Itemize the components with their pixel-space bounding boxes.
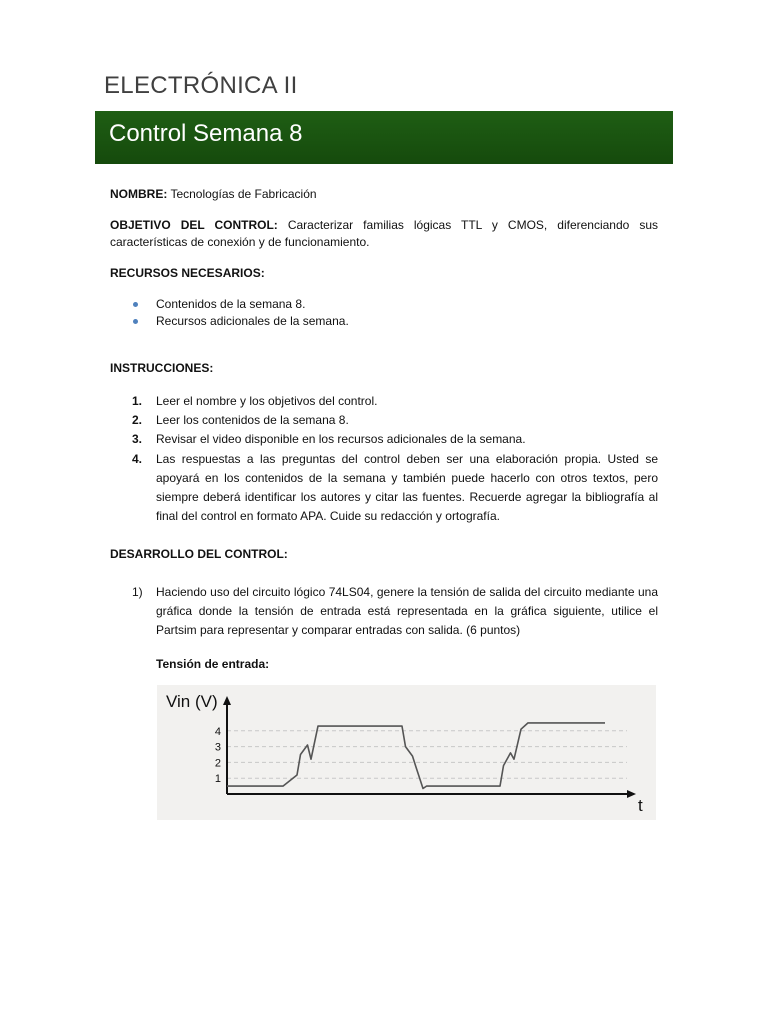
question-number: 1) xyxy=(132,585,143,599)
recursos-heading: RECURSOS NECESARIOS: xyxy=(110,266,265,280)
page-title: Control Semana 8 xyxy=(109,120,303,147)
chart-svg xyxy=(157,685,656,820)
y-tick-label: 4 xyxy=(214,725,221,738)
y-tick-label: 3 xyxy=(214,741,221,754)
input-voltage-chart xyxy=(157,685,656,820)
y-axis-arrow-icon xyxy=(223,696,231,705)
title-banner xyxy=(95,111,673,164)
nombre-value: Tecnologías de Fabricación xyxy=(170,187,317,201)
question-1 xyxy=(110,583,658,640)
objetivo-paragraph xyxy=(110,217,658,251)
recursos-list xyxy=(110,296,658,330)
instrucciones-heading: INSTRUCCIONES: xyxy=(110,361,214,375)
y-axis-label: Vin (V) xyxy=(166,692,218,711)
document-body xyxy=(110,186,658,673)
nombre-line xyxy=(110,186,658,203)
list-item: 4. Las respuestas a las preguntas del control deben ser una elaboración propia. Usted se apoyará en los contenidos de la semana y también puede hacerlo con otros textos, pero siempre deberá identificar los autores y citar las fuentes. Recuerde agregar la bibliografía al final del control en formato APA. Cuide su redacción y ortografía. xyxy=(132,452,658,523)
figure-caption: Tensión de entrada: xyxy=(156,657,270,671)
x-axis-arrow-icon xyxy=(627,790,636,798)
course-title: ELECTRÓNICA II xyxy=(104,72,298,99)
instrucciones-list xyxy=(110,393,658,526)
question-text: Haciendo uso del circuito lógico 74LS04, genere la tensión de salida del circuito mediante una gráfica donde la tensión de entrada está representada en la gráfica siguiente, utilice el Partsim para representar y comparar entradas con salida. (6 puntos) xyxy=(156,585,658,637)
objetivo-label: OBJETIVO DEL CONTROL: xyxy=(110,218,278,232)
x-axis-label: t xyxy=(638,796,643,815)
list-item: Recursos adicionales de la semana. xyxy=(110,313,658,330)
bullet-icon xyxy=(133,302,138,307)
y-tick-label: 2 xyxy=(214,757,221,770)
list-item: Contenidos de la semana 8. xyxy=(110,296,658,313)
objetivo-value: Caracterizar familias lógicas TTL y CMOS, diferenciando sus características de conexión y de funcionamiento. xyxy=(110,218,659,249)
y-tick-label: 1 xyxy=(214,773,221,786)
list-item: 2. Leer los contenidos de la semana 8. xyxy=(132,413,349,427)
nombre-label: NOMBRE: xyxy=(110,187,168,201)
list-item: 3. Revisar el video disponible en los recursos adicionales de la semana. xyxy=(132,432,526,446)
bullet-icon xyxy=(133,319,138,324)
desarrollo-heading: DESARROLLO DEL CONTROL: xyxy=(110,547,288,561)
list-item: 1. Leer el nombre y los objetivos del control. xyxy=(132,394,378,408)
